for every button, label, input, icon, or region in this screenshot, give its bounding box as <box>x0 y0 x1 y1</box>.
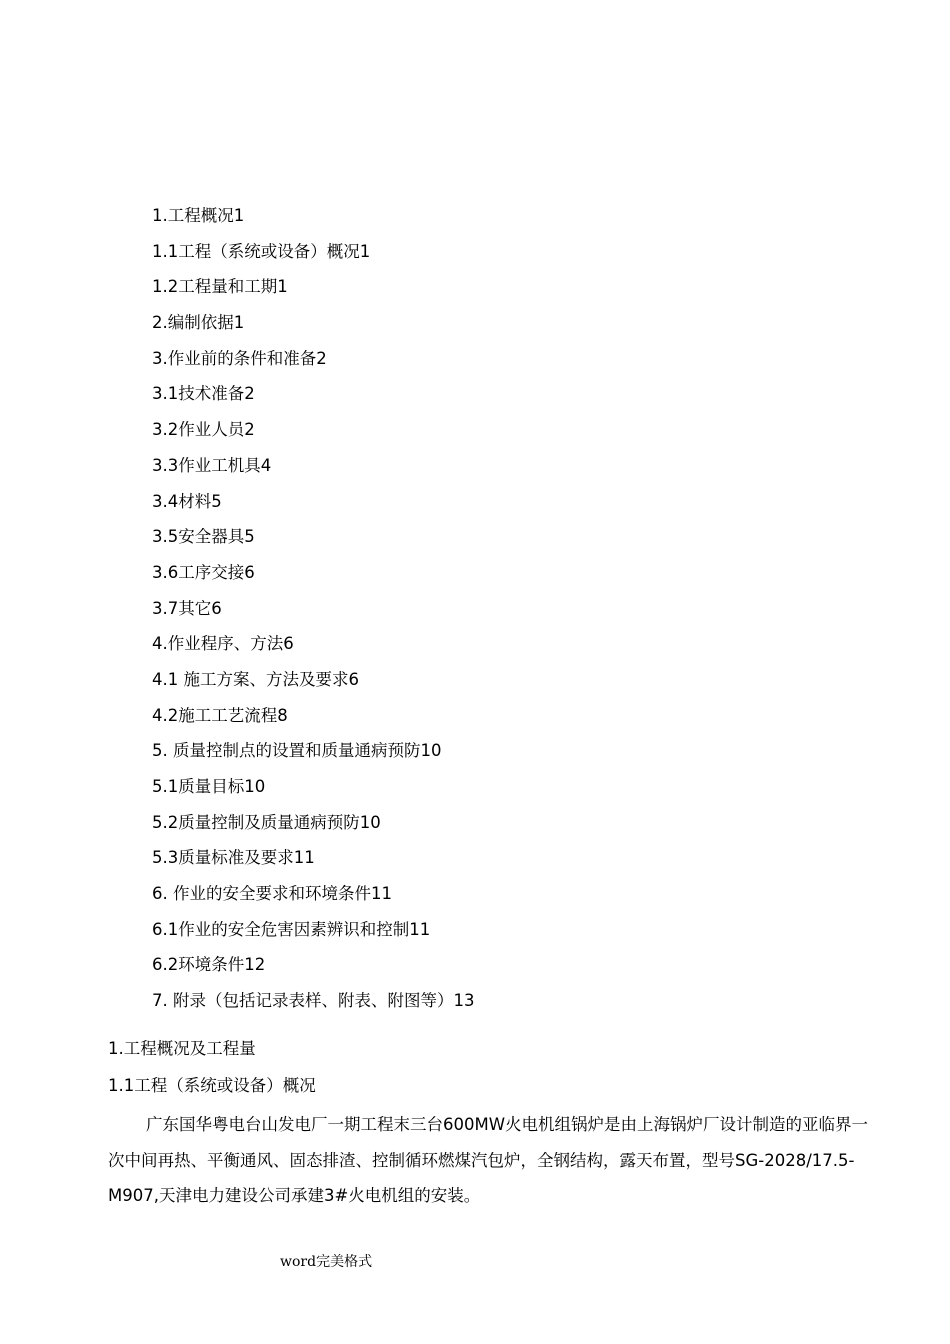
toc-item: 5.2质量控制及质量通病预防10 <box>152 812 381 832</box>
toc-item: 1.1工程（系统或设备）概况1 <box>152 241 371 261</box>
toc-item: 4.1 施工方案、方法及要求6 <box>152 669 359 689</box>
toc-item: 2.编制依据1 <box>152 313 245 333</box>
toc-item: 3.3作业工机具4 <box>152 455 272 475</box>
toc-item: 3.1技术准备2 <box>152 384 255 404</box>
toc-item: 5.3质量标准及要求11 <box>152 848 315 868</box>
toc-item: 3.6工序交接6 <box>152 562 255 582</box>
toc-item: 3.作业前的条件和准备2 <box>152 348 327 368</box>
section-heading: 1.工程概况及工程量 <box>108 1039 256 1058</box>
paragraph-line: 广东国华粤电台山发电厂一期工程末三台600MW火电机组锅炉是由上海锅炉厂设计制造的亚临界一 <box>146 1115 869 1134</box>
toc-item: 3.7其它6 <box>152 598 222 618</box>
toc-item: 6.2环境条件12 <box>152 955 266 975</box>
toc-item: 6.1作业的安全危害因素辨识和控制11 <box>152 919 431 939</box>
subsection-heading: 1.1工程（系统或设备）概况 <box>108 1076 316 1095</box>
toc-item: 5.1质量目标10 <box>152 777 266 796</box>
toc-item: 1.2工程量和工期1 <box>152 277 288 297</box>
paragraph-line: 次中间再热、平衡通风、固态排渣、控制循环燃煤汽包炉，全钢结构，露天布置，型号SG-2028/17.5- <box>108 1150 855 1170</box>
toc-item: 6. 作业的安全要求和环境条件11 <box>152 884 392 904</box>
body-paragraph <box>108 1107 886 1214</box>
toc-item: 3.4材料5 <box>152 491 222 511</box>
toc-item: 3.5安全器具5 <box>152 527 255 547</box>
toc-item: 7. 附录（包括记录表样、附表、附图等）13 <box>152 991 475 1011</box>
toc-item: 1.工程概况1 <box>152 206 245 225</box>
toc-item: 5. 质量控制点的设置和质量通病预防10 <box>152 741 442 761</box>
paragraph-line: M907,天津电力建设公司承建3#火电机组的安装。 <box>108 1186 481 1205</box>
toc-item: 4.2施工工艺流程8 <box>152 705 288 725</box>
toc-item: 3.2作业人员2 <box>152 420 255 440</box>
page-footer: word完美格式 <box>280 1254 373 1270</box>
toc-item: 4.作业程序、方法6 <box>152 634 294 654</box>
table-of-contents <box>152 203 872 1024</box>
